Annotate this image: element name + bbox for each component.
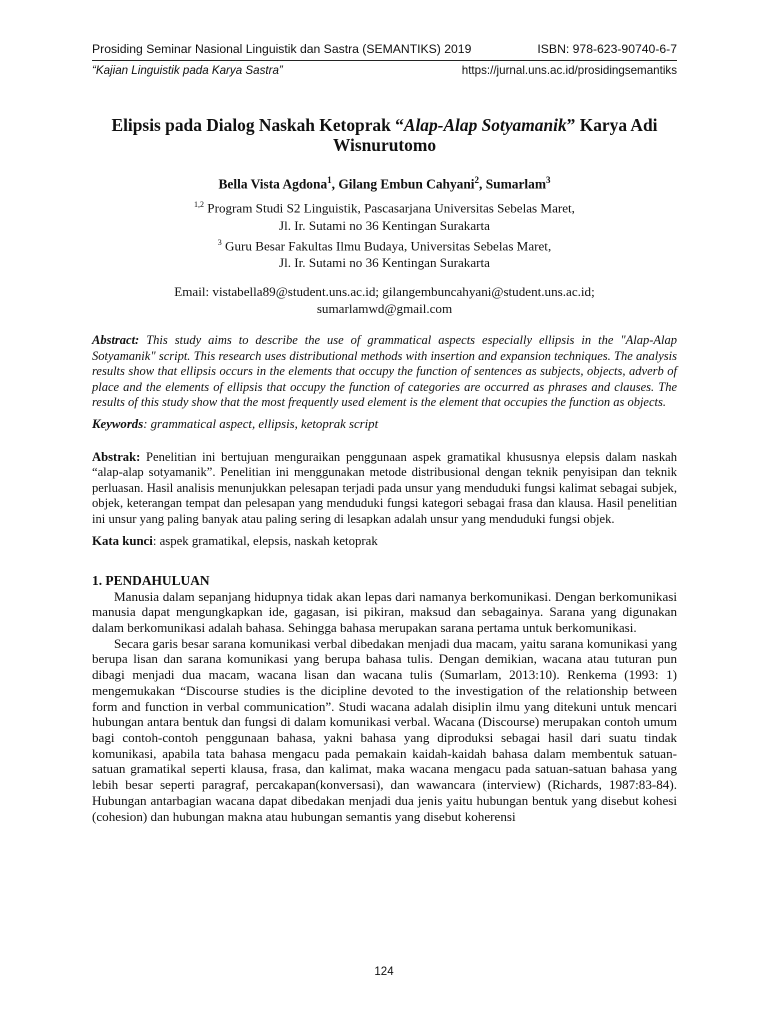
affiliation-2-address: Jl. Ir. Sutami no 36 Kentingan Surakarta <box>279 255 490 271</box>
header-rule <box>92 60 677 61</box>
section-heading: 1. PENDAHULUAN <box>92 572 210 588</box>
page-number: 124 <box>374 966 394 978</box>
proceedings-name: Prosiding Seminar Nasional Linguistik dan Sastra (SEMANTIKS) 2019 <box>92 42 472 56</box>
paper-page <box>92 40 677 824</box>
kata-kunci-value: : aspek gramatikal, elepsis, naskah ketoprak <box>152 533 378 548</box>
paper-title: Elipsis pada Dialog Naskah Ketoprak “Alap-Alap Sotyamanik” Karya Adi Wisnurutomo <box>111 115 658 155</box>
abstract-indonesian <box>92 450 677 528</box>
kata-kunci <box>92 534 677 549</box>
running-header <box>92 42 677 56</box>
affiliation-1: $^{1,2}$ Program Studi S2 Linguistik, Pascasarjana Universitas Sebelas Maret, <box>194 200 575 216</box>
keywords-value: : grammatical aspect, ellipsis, ketoprak script <box>143 416 379 431</box>
running-subheader <box>92 64 677 77</box>
author-emails: Email: vistabella89@student.uns.ac.id; gilangembuncahyani@student.uns.ac.id; sumarlamwd@gmail.com <box>174 284 595 317</box>
conference-theme: “Kajian Linguistik pada Karya Sastra” <box>92 64 283 77</box>
author-list: Bella Vista Agdona$^1$, Gilang Embun Cahyani$^2$, Sumarlam$^3$ <box>218 175 551 192</box>
affiliation-2: $^3$ Guru Besar Fakultas Ilmu Budaya, Universitas Sebelas Maret, <box>217 237 552 254</box>
abstract-english <box>92 333 677 411</box>
kata-kunci-label: Kata kunci <box>92 533 153 548</box>
isbn: ISBN: 978-623-90740-6-7 <box>537 42 677 56</box>
abstrak-text: Penelitian ini bertujuan menguraikan penggunaan aspek gramatikal khususnya elepsis dalam naskah “alap-alap sotyamanik”. Penelitian ini menggunakan metode distribusional dengan teknik penyisipan dan teknik perluasan. Hasil analisis menunjukkan pelesapan terjadi pada unsur yang menduduki fungsi kalimat sebagai subjek, objek, keterangan tempat dan pelesapan yang menduduki fungsi kategori sebagai frasa dan klausa. Hasil penelitian ini unsur yang paling banyak atau paling sering di lesapkan adalah unsur yang menduduki fungsi objek. <box>92 449 677 527</box>
keywords <box>92 417 677 432</box>
script-title: Alap-Alap Sotyamanik <box>403 115 567 135</box>
abstract-label: Abstract: <box>92 333 140 348</box>
journal-url[interactable]: https://jurnal.uns.ac.id/prosidingsemantiks <box>461 64 677 77</box>
keywords-label: Keywords <box>92 416 144 431</box>
abstract-text: This study aims to describe the use of grammatical aspects especially ellipsis in the "Alap-Alap Sotyamanik" script. This research uses distributional methods with insertion and expansion techniques. The analysis results show that ellipsis occurs in the elements that occupy the function of sentences as subjects, objects, adverb of place and the elements of ellipsis that occupy the function of categories are occurred as phrases and clauses. The results of this study show that the most frequently used element is the element that occupies the function as objects. <box>92 333 677 410</box>
affiliations <box>92 196 677 271</box>
abstrak-label: Abstrak: <box>92 449 141 464</box>
body-paragraph-1: Manusia dalam sepanjang hidupnya tidak akan lepas dari namanya berkomunikasi. Dengan berkomunikasi manusia dapat mengungkapkan ide, gagasan, isi pikiran, maksud dan sebagainya. Sarana yang digunakan dalam berkomunikasi adalah bahasa. Sehingga bahasa merupakan sarana pertama untuk berkomunikasi. <box>92 588 677 636</box>
body-paragraph-2: Secara garis besar sarana komunikasi verbal dibedakan menjadi dua macam, yaitu sarana komunikasi yang berupa lisan dan sarana komunikasi yang berupa bahasa tulis. Dengan demikian, wacana atau tuturan pun dibagi menjadi dua macam, wacana lisan dan wacana tulis (Sumarlam, 2013:10). Renkema (1993: 1) mengemukakan “Discourse studies is the dicipline devoted to the investigation of the relationship between form and function in verbal communication”. Studi wacana adalah disiplin ilmu yang ditekuni untuk mencari hubungan antara bentuk dan fungsi di dalam komunikasi verbal. Wacana (Discourse) merupakan contoh umum bagi contoh-contoh penggunaan bahasa, yakni bahasa yang diproduksi sebagai hasil dari suatu tindak komunikasi, apabila tata bahasa mengacu pada pemakain kaidah-kaidah bahasa dalam membentuk satuan-satuan gramatikal seperti klausa, frasa, dan kalimat, maka wacana mengacu pada satuan-satuan bahasa yang lebih besar seperti paragraf, percakapan(konversasi), dan wawancara (interview) (Richards, 1987:83-84). Hubungan antarbagian wacana dapat dibedakan menjadi dua jenis yaitu hubungan bentuk yang disebut kohesi (cohesion) dan hubungan makna atau hubungan semantis yang disebut koherensi <box>92 635 677 824</box>
affiliation-1-address: Jl. Ir. Sutami no 36 Kentingan Surakarta <box>279 217 490 233</box>
